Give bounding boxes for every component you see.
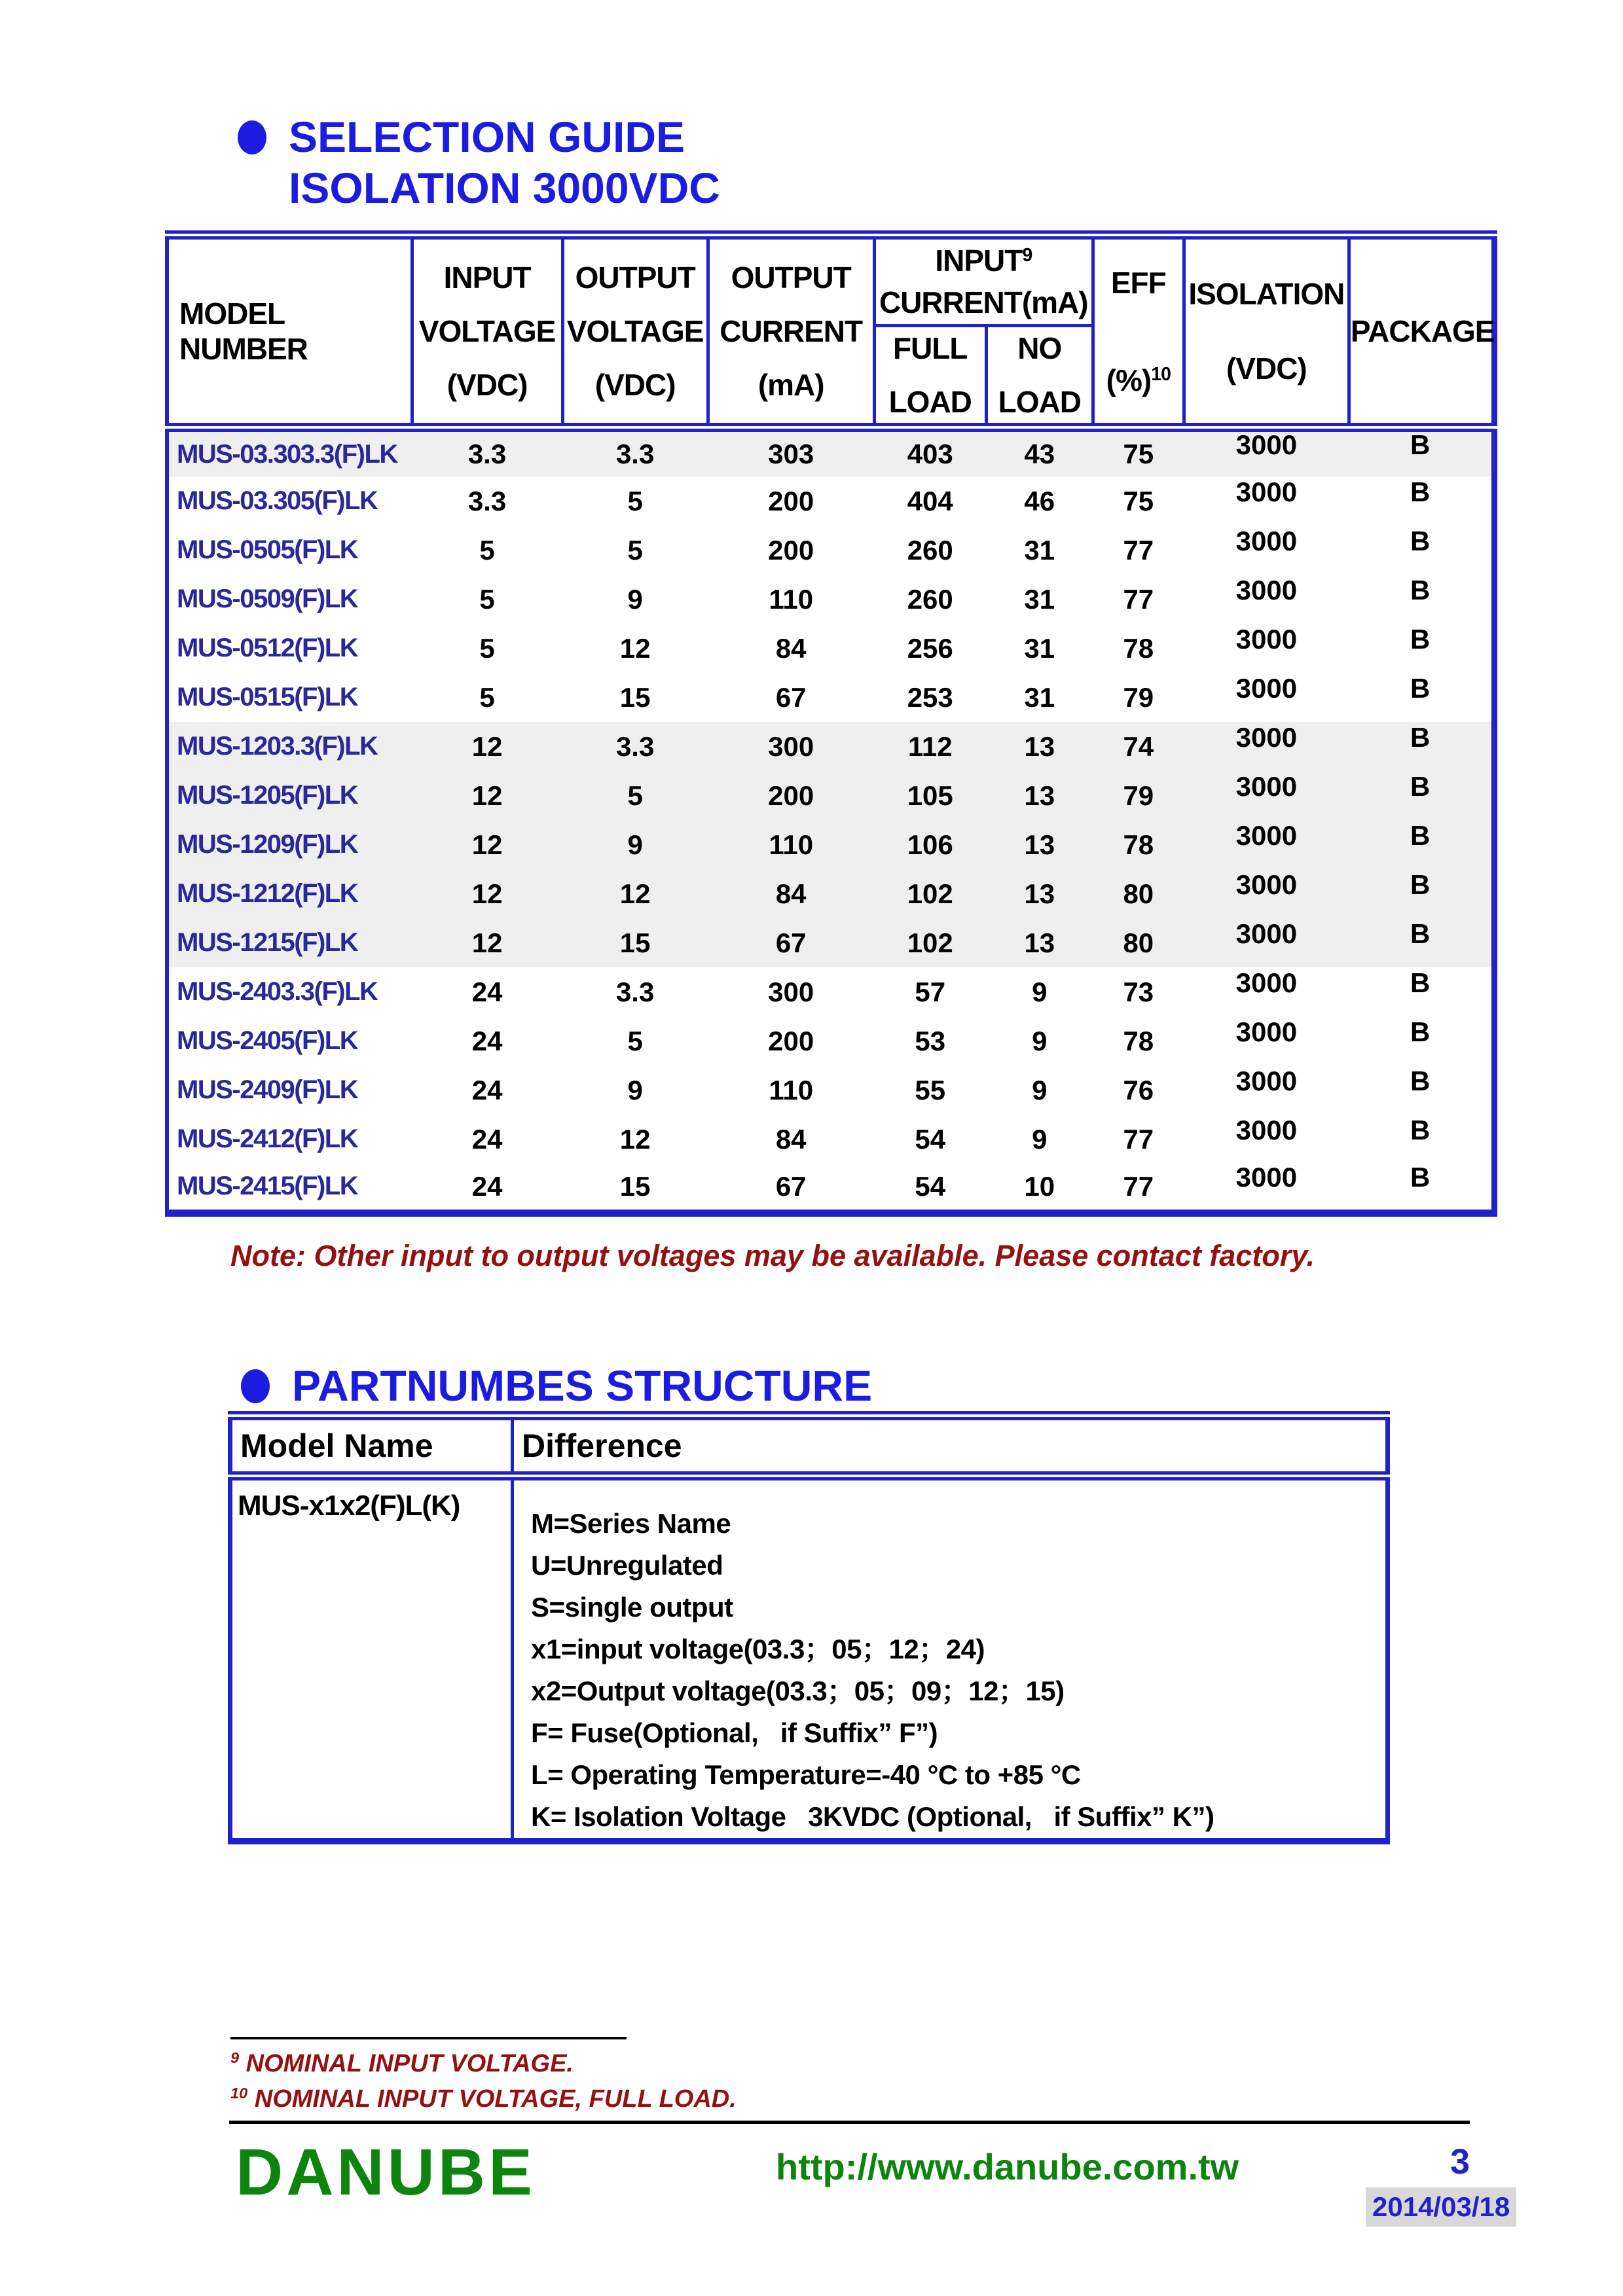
cell-package: B: [1349, 722, 1494, 771]
cell-output-current: 67: [775, 681, 807, 713]
cell-eff: 77: [1123, 534, 1154, 565]
partnumbers-title: PARTNUMBES STRUCTURE: [292, 1361, 873, 1410]
cell-input-voltage: 5: [479, 534, 495, 565]
header-model-name: Model Name: [230, 1416, 513, 1476]
cell-package: B: [1349, 427, 1494, 476]
table-row: [167, 476, 1495, 526]
table-row: [167, 1016, 1495, 1066]
cell-input-current-full-load: 57: [915, 976, 946, 1007]
cell-input-voltage: 24: [471, 976, 503, 1007]
cell-input-voltage: 3.3: [467, 485, 507, 516]
cell-eff: 78: [1123, 1025, 1154, 1056]
date-stamp: 2014/03/18: [1366, 2187, 1516, 2227]
header-no-load: NO LOAD: [986, 325, 1093, 427]
cell-model-number: MUS-2405(F)LK: [177, 1026, 358, 1055]
difference-line: x2=Output voltage(03.3；05；09；12；15): [531, 1676, 1065, 1706]
cell-eff: 78: [1123, 632, 1154, 664]
cell-input-current-full-load: 260: [907, 534, 953, 565]
cell-model-number: MUS-1215(F)LK: [167, 918, 412, 967]
header-input-current: INPUT$^9$ CURRENT(mA): [874, 235, 1093, 325]
table-row: [167, 1164, 1495, 1213]
cell-isolation: 3000: [1235, 1016, 1298, 1047]
cell-package: B: [1410, 672, 1431, 704]
cell-input-voltage: 24: [471, 1025, 503, 1056]
cell-package: B: [1410, 1114, 1431, 1145]
cell-model-number: MUS-1209(F)LK: [167, 820, 412, 869]
cell-eff: 74: [1093, 722, 1184, 771]
footnotes: [230, 2047, 737, 2118]
cell-input-current-full-load: 260: [907, 583, 953, 615]
difference-line: F= Fuse(Optional, if Suffix” F”): [531, 1717, 938, 1748]
cell-output-current: 200: [708, 771, 874, 820]
cell-output-current: 200: [768, 1025, 814, 1056]
cell-input-current-full-load: 53: [915, 1025, 946, 1056]
cell-eff: 73: [1123, 976, 1154, 1007]
footnote-divider: [230, 2037, 627, 2039]
cell-input-current-full-load: 102: [874, 918, 986, 967]
cell-input-current-full-load: 102: [874, 869, 986, 918]
bullet-icon: [241, 1369, 270, 1403]
footnote-10: $^{10}$ NOMINAL INPUT VOLTAGE, FULL LOAD.: [230, 2085, 737, 2113]
cell-package: B: [1410, 623, 1431, 655]
footer-divider: [229, 2121, 1470, 2124]
cell-output-current: 110: [769, 1074, 814, 1105]
cell-input-current-full-load: 55: [915, 1074, 946, 1105]
header-input-voltage: INPUT VOLTAGE (VDC): [412, 235, 562, 427]
footnote-9: $^9$ NOMINAL INPUT VOLTAGE.: [230, 2049, 574, 2077]
cell-input-current-no-load: 13: [986, 869, 1093, 918]
cell-package: B: [1410, 1065, 1431, 1096]
cell-isolation: 3000: [1184, 771, 1349, 820]
cell-input-voltage: 12: [412, 918, 562, 967]
difference-line: U=Unregulated: [531, 1550, 723, 1581]
table-row: [167, 427, 1495, 476]
cell-package: B: [1349, 820, 1494, 869]
cell-input-current-full-load: 256: [907, 632, 953, 664]
structure-row: [230, 1476, 1388, 1841]
cell-input-current-no-load: 13: [986, 820, 1093, 869]
difference-lines: [513, 1476, 1388, 1841]
title-line-1: SELECTION GUIDE: [289, 113, 685, 161]
difference-line: K= Isolation Voltage 3KVDC (Optional, if Suffix” K”): [531, 1801, 1214, 1832]
cell-model-number: MUS-0509(F)LK: [177, 584, 358, 613]
cell-output-voltage: 3.3: [615, 976, 655, 1007]
cell-eff: 75: [1123, 485, 1154, 516]
difference-line: S=single output: [531, 1592, 733, 1623]
cell-isolation: 3000: [1235, 525, 1298, 556]
cell-isolation: 3000: [1235, 574, 1298, 605]
cell-model-number: MUS-2415(F)LK: [177, 1172, 358, 1201]
cell-output-voltage: 3.3: [562, 722, 708, 771]
cell-eff: 77: [1123, 583, 1154, 615]
cell-eff: 75: [1093, 427, 1184, 476]
cell-model-number: MUS-0515(F)LK: [177, 683, 358, 711]
footnote-ref-10: 10: [1151, 363, 1171, 385]
cell-output-voltage: 9: [627, 583, 643, 615]
cell-input-current-no-load: 13: [986, 722, 1093, 771]
difference-line: L= Operating Temperature=-40 °C to +85 °C: [531, 1759, 1081, 1790]
table-row: [167, 1066, 1495, 1115]
cell-isolation: 3000: [1184, 918, 1349, 967]
selection-table-body: [167, 427, 1495, 1213]
cell-output-current: 67: [775, 1170, 807, 1202]
header-eff: EFF (%)$^{10}$: [1093, 235, 1184, 427]
cell-input-current-no-load: 46: [1024, 485, 1055, 516]
cell-output-voltage: 5: [627, 485, 643, 516]
cell-input-current-no-load: 13: [986, 771, 1093, 820]
cell-input-voltage: 5: [479, 632, 495, 664]
cell-input-voltage: 12: [412, 722, 562, 771]
cell-output-voltage: 15: [619, 681, 651, 713]
cell-isolation: 3000: [1184, 869, 1349, 918]
cell-output-current: 303: [708, 427, 874, 476]
cell-package: B: [1410, 1016, 1431, 1047]
cell-model-number: MUS-2412(F)LK: [177, 1124, 358, 1153]
cell-isolation: 3000: [1184, 427, 1349, 476]
cell-input-current-full-load: 105: [874, 771, 986, 820]
header-output-current: OUTPUT CURRENT (mA): [708, 235, 874, 427]
table-row: [167, 722, 1495, 771]
cell-input-voltage: 12: [412, 869, 562, 918]
cell-input-current-no-load: 9: [1032, 1074, 1048, 1105]
cell-isolation: 3000: [1184, 820, 1349, 869]
cell-output-voltage: 12: [562, 869, 708, 918]
table-row: [167, 526, 1495, 575]
cell-model-number: MUS-03.303.3(F)LK: [167, 427, 412, 476]
partnumbers-heading: [241, 1360, 872, 1411]
cell-eff: 77: [1123, 1123, 1154, 1155]
cell-eff: 77: [1123, 1170, 1154, 1202]
cell-package: B: [1410, 1161, 1431, 1193]
cell-output-voltage: 5: [562, 771, 708, 820]
cell-model-number: MUS-1212(F)LK: [167, 869, 412, 918]
table-row: [167, 575, 1495, 624]
header-output-voltage: OUTPUT VOLTAGE (VDC): [562, 235, 708, 427]
cell-input-voltage: 24: [471, 1170, 503, 1202]
cell-input-current-full-load: 54: [915, 1123, 946, 1155]
table-row: [167, 673, 1495, 722]
header-package: PACKAGE: [1349, 235, 1494, 427]
cell-input-current-no-load: 10: [1024, 1170, 1055, 1202]
cell-input-current-full-load: 54: [915, 1170, 946, 1202]
cell-input-current-full-load: 404: [907, 485, 953, 516]
table-row: [167, 967, 1495, 1016]
cell-output-voltage: 12: [619, 632, 651, 664]
model-name-value: MUS-x1x2(F)L(K): [230, 1476, 513, 1841]
difference-line: M=Series Name: [531, 1508, 731, 1539]
cell-output-current: 110: [708, 820, 874, 869]
cell-input-current-full-load: 253: [907, 681, 953, 713]
cell-output-current: 300: [768, 976, 814, 1007]
cell-output-voltage: 15: [562, 918, 708, 967]
cell-eff: 76: [1123, 1074, 1154, 1105]
difference-line: x1=input voltage(03.3；05；12；24): [531, 1634, 985, 1664]
brand-logo: DANUBE: [236, 2136, 536, 2209]
cell-input-voltage: 5: [479, 583, 495, 615]
title-line-2: ISOLATION 3000VDC: [289, 164, 720, 212]
cell-package: B: [1349, 918, 1494, 967]
cell-isolation: 3000: [1235, 623, 1298, 655]
cell-input-current-no-load: 9: [1032, 1025, 1048, 1056]
cell-output-current: 110: [769, 583, 814, 615]
cell-package: B: [1349, 869, 1494, 918]
cell-output-voltage: 12: [619, 1123, 651, 1155]
cell-input-voltage: 24: [471, 1074, 503, 1105]
cell-eff: 80: [1093, 918, 1184, 967]
cell-output-current: 200: [768, 534, 814, 565]
cell-eff: 78: [1093, 820, 1184, 869]
cell-model-number: MUS-0512(F)LK: [177, 634, 358, 662]
cell-input-current-full-load: 106: [874, 820, 986, 869]
table-row: [167, 1115, 1495, 1164]
cell-isolation: 3000: [1235, 1161, 1298, 1193]
cell-isolation: 3000: [1235, 1065, 1298, 1096]
cell-model-number: MUS-1205(F)LK: [167, 771, 412, 820]
cell-output-current: 84: [708, 869, 874, 918]
cell-package: B: [1410, 574, 1431, 605]
table-row: [167, 820, 1495, 869]
selection-guide-title: [289, 111, 720, 213]
selection-table: [165, 230, 1497, 1217]
cell-input-current-no-load: 31: [1024, 534, 1055, 565]
cell-input-current-no-load: 9: [1032, 976, 1048, 1007]
cell-isolation: 3000: [1184, 722, 1349, 771]
page-number: 3: [1450, 2142, 1470, 2181]
header-isolation: ISOLATION (VDC): [1184, 235, 1349, 427]
cell-output-current: 200: [768, 485, 814, 516]
cell-output-voltage: 3.3: [562, 427, 708, 476]
cell-package: B: [1410, 476, 1431, 507]
cell-eff: 80: [1093, 869, 1184, 918]
cell-isolation: 3000: [1235, 672, 1298, 704]
bullet-icon: [238, 120, 266, 154]
footer-url: http://www.danube.com.tw: [776, 2146, 1239, 2187]
header-full-load: FULL LOAD: [874, 325, 986, 427]
cell-input-voltage: 12: [412, 771, 562, 820]
selection-guide-heading: [238, 111, 720, 213]
cell-model-number: MUS-2409(F)LK: [177, 1075, 358, 1104]
cell-model-number: MUS-1203.3(F)LK: [167, 722, 412, 771]
cell-output-voltage: 5: [627, 1025, 643, 1056]
cell-eff: 79: [1093, 771, 1184, 820]
cell-input-current-no-load: 31: [1024, 583, 1055, 615]
cell-input-current-full-load: 403: [874, 427, 986, 476]
cell-output-voltage: 9: [627, 1074, 643, 1105]
cell-output-voltage: 9: [562, 820, 708, 869]
header-model-number: MODEL NUMBER: [167, 235, 412, 427]
cell-output-current: 67: [708, 918, 874, 967]
cell-isolation: 3000: [1235, 476, 1298, 507]
cell-isolation: 3000: [1235, 967, 1298, 998]
table-row: [167, 869, 1495, 918]
cell-model-number: MUS-2403.3(F)LK: [177, 977, 378, 1006]
cell-output-current: 84: [775, 632, 807, 664]
cell-output-voltage: 5: [627, 534, 643, 565]
cell-eff: 79: [1123, 681, 1154, 713]
cell-input-current-full-load: 112: [874, 722, 986, 771]
cell-output-voltage: 15: [619, 1170, 651, 1202]
cell-package: B: [1349, 771, 1494, 820]
table-row: [167, 624, 1495, 673]
cell-input-voltage: 24: [471, 1123, 503, 1155]
structure-table: [228, 1411, 1390, 1844]
header-difference: Difference: [513, 1416, 1388, 1476]
cell-isolation: 3000: [1235, 1114, 1298, 1145]
footnote-ref-9: 9: [1022, 244, 1032, 266]
cell-package: B: [1410, 967, 1431, 998]
cell-model-number: MUS-03.305(F)LK: [177, 486, 378, 515]
cell-input-voltage: 12: [412, 820, 562, 869]
cell-input-current-no-load: 31: [1024, 632, 1055, 664]
cell-input-current-no-load: 43: [986, 427, 1093, 476]
cell-model-number: MUS-0505(F)LK: [177, 535, 358, 564]
cell-input-voltage: 5: [479, 681, 495, 713]
cell-output-current: 84: [775, 1123, 807, 1155]
table-row: [167, 771, 1495, 820]
cell-output-current: 300: [708, 722, 874, 771]
cell-package: B: [1410, 525, 1431, 556]
table-row: [167, 918, 1495, 967]
cell-input-voltage: 3.3: [412, 427, 562, 476]
table-note: Note: Other input to output voltages may be available. Please contact factory.: [230, 1239, 1315, 1272]
cell-input-current-no-load: 31: [1024, 681, 1055, 713]
cell-input-current-no-load: 13: [986, 918, 1093, 967]
cell-input-current-no-load: 9: [1032, 1123, 1048, 1155]
